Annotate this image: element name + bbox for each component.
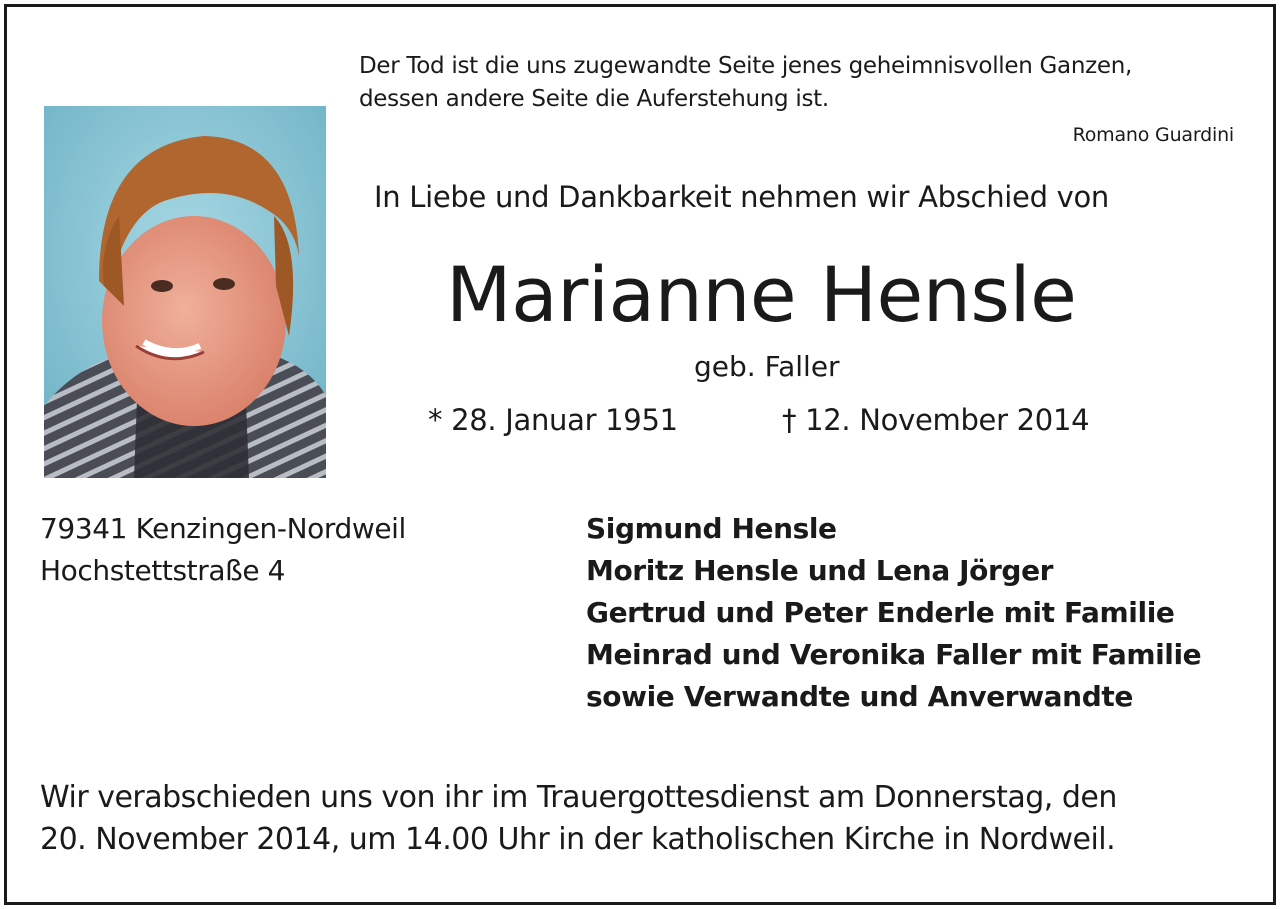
mourner-item: Sigmund Hensle (586, 512, 837, 545)
mourner-item: sowie Verwandte und Anverwandte (586, 680, 1133, 713)
address-block (40, 508, 406, 592)
birth-name: geb. Faller (694, 350, 840, 383)
mourner-item: Meinrad und Veronika Faller mit Familie (586, 638, 1202, 671)
service-line-2: 20. November 2014, um 14.00 Uhr in der katholischen Kirche in Nordweil. (40, 822, 1116, 857)
mourner-item: Gertrud und Peter Enderle mit Familie (586, 596, 1175, 629)
intro-text: In Liebe und Dankbarkeit nehmen wir Abschied von (374, 180, 1109, 214)
service-info (40, 777, 1240, 861)
quote-author: Romano Guardini (1072, 124, 1234, 146)
birth-date: * 28. Januar 1951 (428, 403, 678, 437)
mourner-item: Moritz Hensle und Lena Jörger (586, 554, 1054, 587)
quote-line-2: dessen andere Seite die Auferstehung ist. (359, 86, 829, 112)
quote (359, 50, 1239, 116)
address-line-2: Hochstettstraße 4 (40, 554, 286, 587)
quote-line-1: Der Tod ist die uns zugewandte Seite jenes geheimnisvollen Ganzen, (359, 53, 1133, 79)
deceased-name: Marianne Hensle (446, 250, 1077, 339)
portrait-photo (44, 106, 326, 478)
address-line-1: 79341 Kenzingen-Nordweil (40, 512, 406, 545)
mourners-list (586, 508, 1201, 718)
death-date: † 12. November 2014 (782, 403, 1090, 437)
service-line-1: Wir verabschieden uns von ihr im Trauergottesdienst am Donnerstag, den (40, 780, 1117, 815)
